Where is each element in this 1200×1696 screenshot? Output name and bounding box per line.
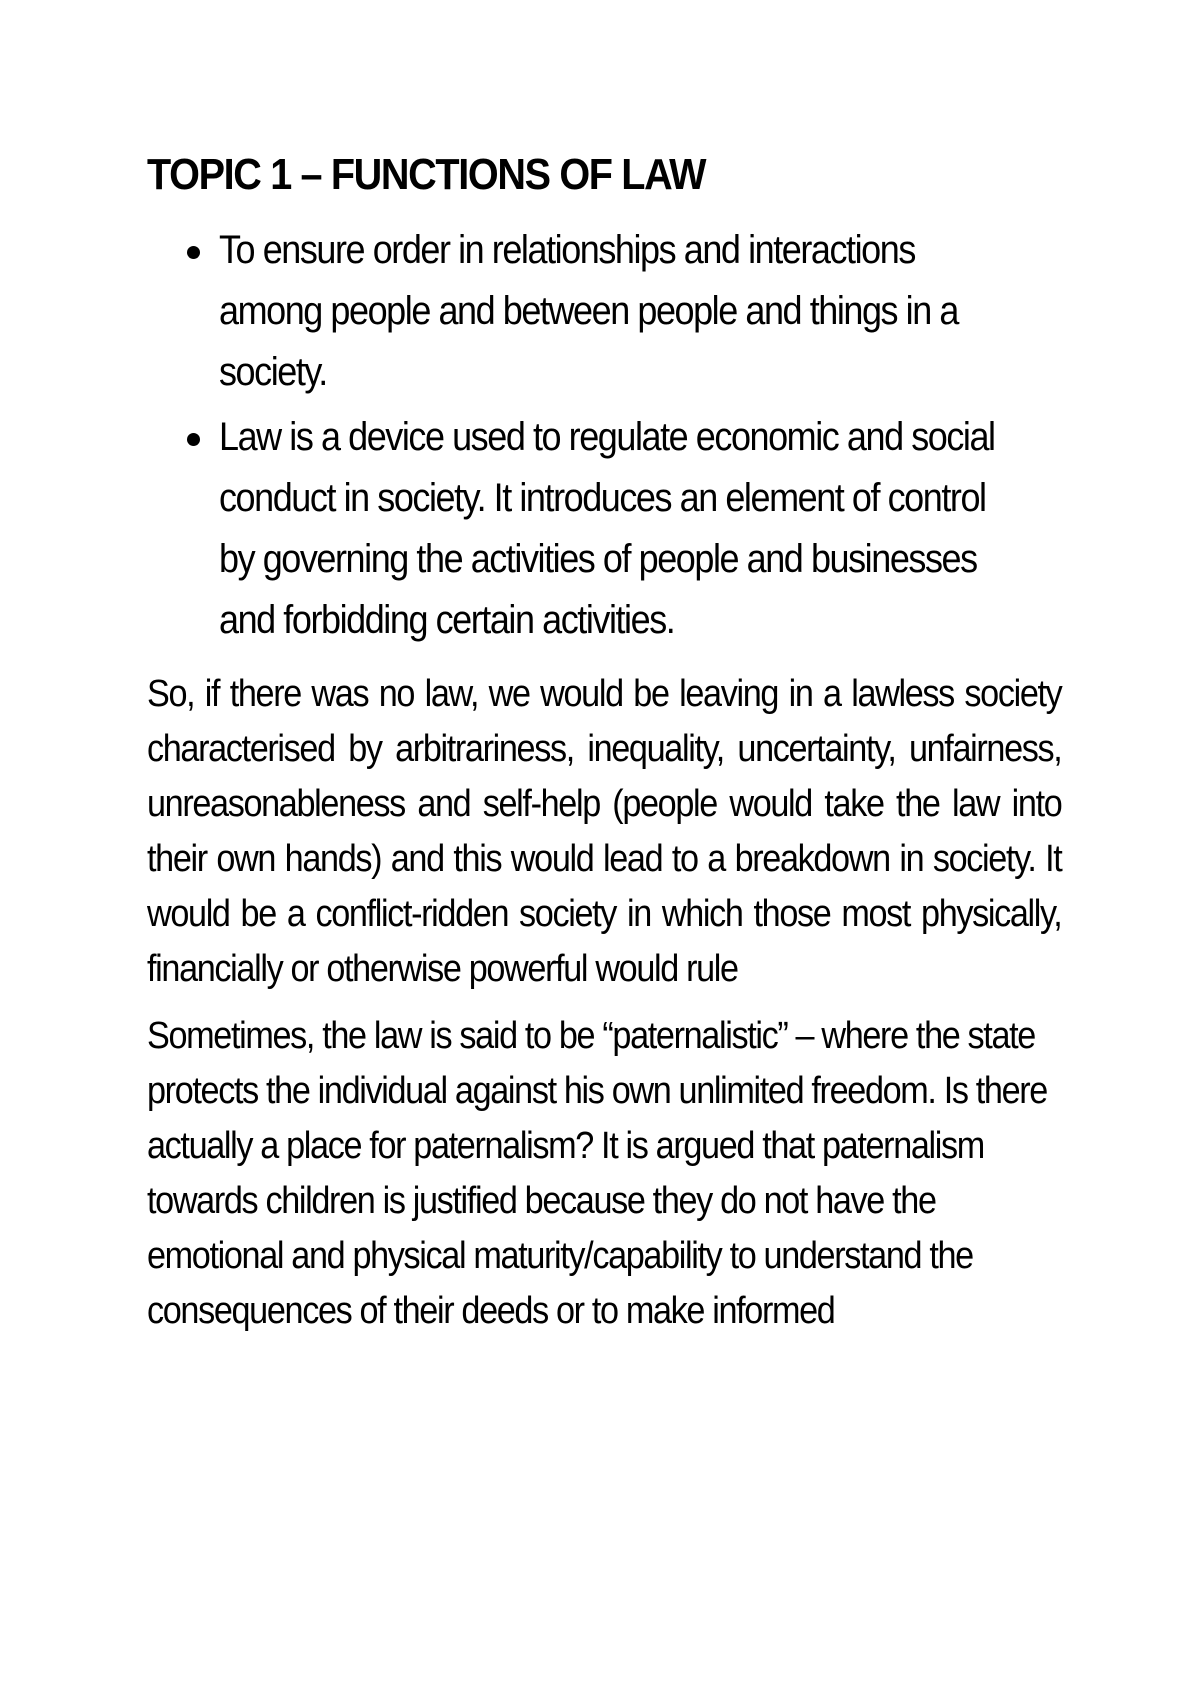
list-item-text: Law is a device used to regulate economic and social conduct in society. It introduces an element of control by governing the activities of people and businesses and forbidding certain activities. <box>219 415 995 642</box>
list-item-text: To ensure order in relationships and interactions among people and between people and things in a society. <box>219 228 958 394</box>
paternalism-paragraph: Sometimes, the law is said to be “paternalistic” – where the state protects the individual against his own unlimited freedom. Is there actually a place for paternalism? It is argued that paternalism towards children is justified because they do not have the emotional and physical maturity/capability to understand the consequences of their deeds or to make informed <box>147 1015 1047 1332</box>
bullet-icon <box>187 433 200 446</box>
list-item <box>147 220 1062 403</box>
functions-list <box>147 220 1062 651</box>
topic-title: TOPIC 1 – FUNCTIONS OF LAW <box>147 150 706 199</box>
list-item <box>147 407 1062 651</box>
lawless-society-paragraph: So, if there was no law, we would be leaving in a lawless society characterised by arbitrariness, inequality, uncertainty, unfairness, unreasonableness and self-help (people would take the law into their own hands) and this would lead to a breakdown in society. It would be a conflict-ridden society in which those most physically, financially or otherwise powerful would rule <box>147 673 1062 990</box>
document-page <box>147 150 1062 1339</box>
bullet-icon <box>187 246 200 259</box>
